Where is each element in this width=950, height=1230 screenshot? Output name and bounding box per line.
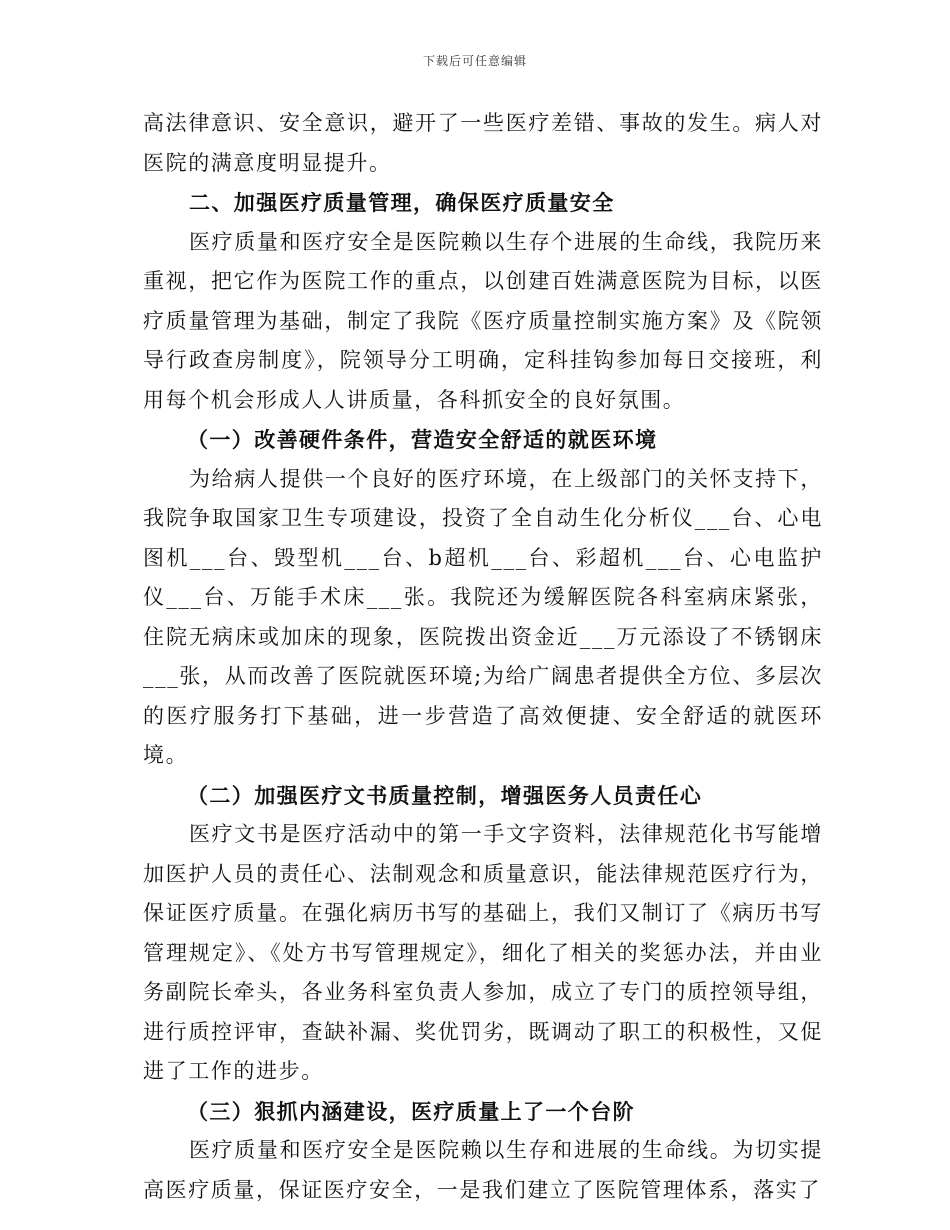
paragraph-hardware: 为给病人提供一个良好的医疗环境，在上级部门的关怀支持下，我院争取国家卫生专项建设，投资了全自动生化分析仪___台、心电图机___台、毁型机___台、b超机___台、彩超机___台、心电监护仪___台、万能手术床___张。我院还为缓解医院各科室病床紧张，住院无病床或加床的现象，医院拨出资金近___万元添设了不锈钢床___张，从而改善了医院就医环境;为给广阔患者提供全方位、多层次的医疗服务打下基础，进一步营造了高效便捷、安全舒适的就医环境。 [143,466,823,767]
page-header-note: 下载后可任意编辑 [422,54,527,68]
subheading-3: （三）狠抓内涵建设，医疗质量上了一个台阶 [187,1098,635,1124]
subheading-1: （一）改善硬件条件，营造安全舒适的就医环境 [187,427,658,452]
paragraph-connotation: 医疗质量和医疗安全是医院赖以生存和进展的生命线。为切实提高医疗质量，保证医疗安全，一是我们建立了医院管理体系，落实了 [143,1138,823,1202]
subheading-2: （二）加强医疗文书质量控制，增强医务人员责任心 [187,782,703,808]
section-heading-2: 二、加强医疗质量管理，确保医疗质量安全 [189,190,615,215]
paragraph-documents: 医疗文书是医疗活动中的第一手文字资料，法律规范化书写能增加医护人员的责任心、法制观念和质量意识，能法律规范医疗行为，保证医疗质量。在强化病历书写的基础上，我们又制订了《病历书写管理规定》、《处方书写管理规定》，细化了相关的奖惩办法，并由业务副院长牵头，各业务科室负责人参加，成立了专门的质控领导组，进行质控评审，查缺补漏、奖优罚劣，既调动了职工的积极性，又促进了工作的进步。 [143,822,823,1083]
paragraph-quality-overview: 医疗质量和医疗安全是医院赖以生存个进展的生命线，我院历来重视，把它作为医院工作的重点，以创建百姓满意医院为目标，以医疗质量管理为基础，制定了我院《医疗质量控制实施方案》及《院领导行政查房制度》，院领导分工明确，定科挂钩参加每日交接班，利用每个机会形成人人讲质量，各科抓安全的良好氛围。 [143,229,823,412]
paragraph-continuation: 高法律意识、安全意识，避开了一些医疗差错、事故的发生。病人对医院的满意度明显提升。 [143,111,823,175]
document-body [143,104,823,1210]
